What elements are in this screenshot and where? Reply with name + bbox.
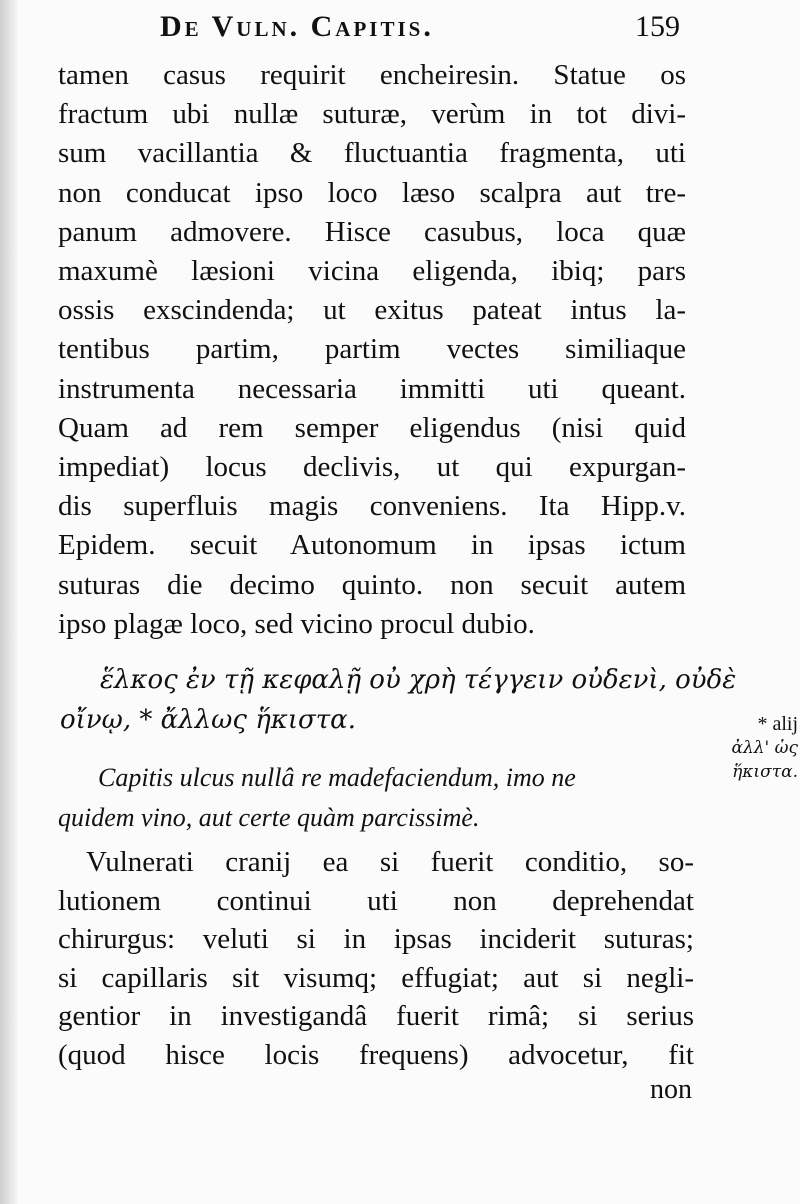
- margin-note-line: ἥκιστα.: [732, 762, 798, 782]
- page-number: 159: [635, 10, 680, 43]
- italic-line: Capitis ulcus nullâ re madefaciendum, imo ne: [98, 763, 576, 792]
- text-line: instrumenta necessaria immitti uti queant.: [58, 372, 686, 405]
- italic-line: quidem vino, aut certe quàm parcissimè.: [58, 803, 480, 832]
- text-line: maxumè læsioni vicina eligenda, ibiq; pars: [58, 255, 686, 288]
- text-line: gentior in investigandâ fuerit rimâ; si serius: [58, 1000, 694, 1033]
- text-line: tamen casus requirit encheiresin. Statue os: [58, 59, 686, 91]
- text-line: Vulnerati cranij ea si fuerit conditio, so-: [86, 846, 694, 878]
- text-line: (quod hisce locis frequens) advocetur, fit: [58, 1038, 694, 1071]
- text-line: ossis exscindenda; ut exitus pateat intus la-: [58, 294, 686, 327]
- text-line: panum admovere. Hisce casubus, loca quæ: [58, 215, 686, 248]
- margin-note-line: * alij: [757, 713, 798, 735]
- text-line: chirurgus: veluti si in ipsas inciderit suturas;: [58, 923, 694, 956]
- latin-translation: [58, 758, 686, 838]
- text-line: Quam ad rem semper eligendus (nisi quid: [58, 411, 686, 444]
- text-line: suturas die decimo quinto. non secuit autem: [58, 568, 686, 601]
- text-line: non conducat ipso loco læso scalpra aut tre-: [58, 176, 686, 209]
- margin-note-line: ἀλλ' ὡς: [731, 738, 798, 758]
- text-line: si capillaris sit visumq; effugiat; aut si negli-: [58, 961, 694, 994]
- greek-line: ἕλκος ἐν τῇ κεφαλῇ οὐ χρὴ τέγγειν οὐδενὶ, οὐδὲ: [100, 665, 737, 695]
- text-line: Epidem. secuit Autonomum in ipsas ictum: [58, 529, 686, 562]
- text-line: fractum ubi nullæ suturæ, verùm in tot divi-: [58, 98, 686, 131]
- text-line: dis superfluis magis conveniens. Ita Hipp.v.: [58, 490, 686, 523]
- page-header: [160, 10, 680, 50]
- text-line: tentibus partim, partim vectes similiaque: [58, 333, 686, 366]
- paragraph-1: [58, 56, 686, 644]
- catchword: non: [650, 1074, 692, 1105]
- text-line: lutionem continui uti non deprehendat: [58, 884, 694, 917]
- running-title: De Vuln. Capitis.: [160, 10, 434, 43]
- text-line: sum vacillantia & fluctuantia fragmenta, uti: [58, 137, 686, 170]
- margin-note: [718, 712, 798, 784]
- greek-line: οἴνῳ, * ἄλλως ἥκιστα.: [60, 705, 356, 735]
- text-line: impediat) locus declivis, ut qui expurgan-: [58, 451, 686, 484]
- paragraph-2: [58, 843, 694, 1075]
- page-gutter-shadow: [0, 0, 18, 1204]
- text-line: ipso plagæ loco, sed vicino procul dubio.: [58, 607, 535, 640]
- greek-quotation: [60, 660, 737, 740]
